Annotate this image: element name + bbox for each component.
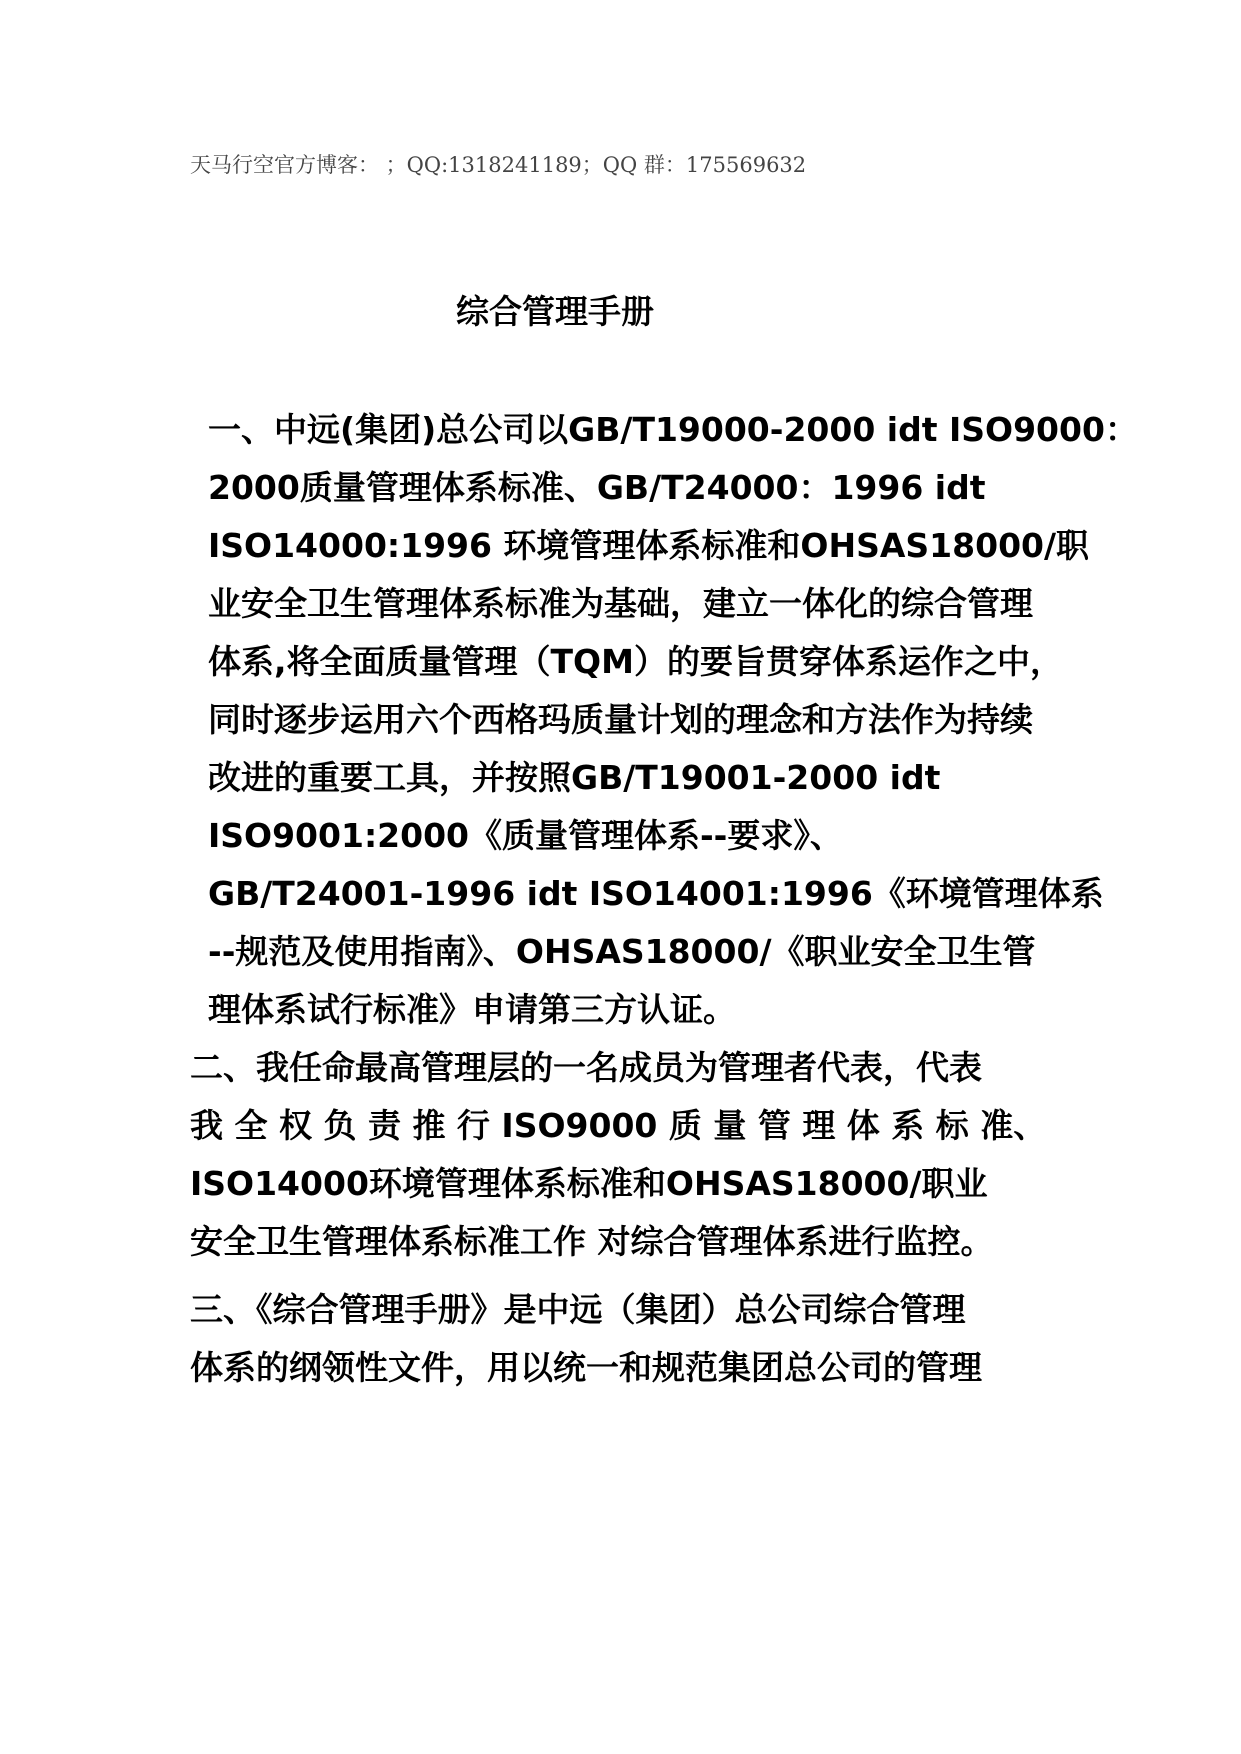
section-1-line: 业安全卫生管理体系标准为基础，建立一体化的综合管理 (208, 584, 1033, 623)
section-2-line: 安全卫生管理体系标准工作 对综合管理体系进行监控。 (190, 1222, 994, 1261)
section-2-line: 二、我任命最高管理层的一名成员为管理者代表，代表 (190, 1048, 982, 1087)
header-contact-line: 天马行空官方博客： ；QQ:1318241189；QQ 群：175569632 (190, 153, 807, 177)
section-1-line: ISO14000:1996 环境管理体系标准和OHSAS18000/职 (208, 526, 1090, 565)
section-1-line: 体系,将全面质量管理（TQM）的要旨贯穿体系运作之中， (208, 642, 1063, 681)
section-3-line: 体系的纲领性文件，用以统一和规范集团总公司的管理 (190, 1348, 982, 1387)
section-1-line: 2000质量管理体系标准、GB/T24000：1996 idt (208, 468, 986, 507)
section-1-line: GB/T24001-1996 idt ISO14001:1996《环境管理体系 (208, 874, 1104, 913)
section-1-line: --规范及使用指南》、OHSAS18000/《职业安全卫生管 (208, 932, 1036, 971)
section-1-line: 改进的重要工具，并按照GB/T19001-2000 idt (208, 758, 941, 797)
section-3-line: 三、《综合管理手册》是中远（集团）总公司综合管理 (190, 1290, 966, 1329)
section-1-line: 理体系试行标准》申请第三方认证。 (208, 990, 736, 1029)
section-1-line: ISO9001:2000《质量管理体系--要求》、 (208, 816, 843, 855)
section-2-line: 我 全 权 负 责 推 行 ISO9000 质 量 管 理 体 系 标 准、 (190, 1106, 1047, 1145)
section-1-line: 一、中远(集团)总公司以GB/T19000-2000 idt ISO9000： (208, 410, 1138, 449)
document-title: 综合管理手册 (456, 292, 654, 331)
section-1-line: 同时逐步运用六个西格玛质量计划的理念和方法作为持续 (208, 700, 1033, 739)
section-2-line: ISO14000环境管理体系标准和OHSAS18000/职业 (190, 1164, 988, 1203)
